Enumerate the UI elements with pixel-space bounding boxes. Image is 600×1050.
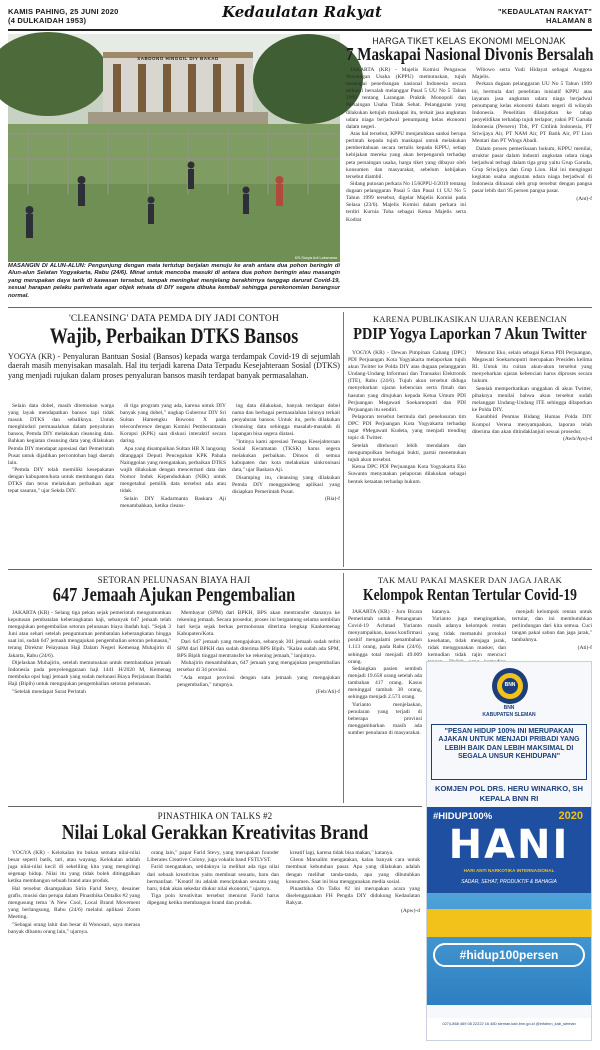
hani-banner xyxy=(427,807,591,893)
section-divider xyxy=(8,569,592,570)
hani-subtitle: HARI ANTI NARKOTIKA INTERNASIONAL xyxy=(463,868,555,873)
a1-headline: 7 Maskapai Nasional Divonis Bersalah xyxy=(346,44,594,64)
ad-quote: "PESAN HIDUP 100% INI MERUPAKAN AJAKAN UNTUK MENJADI PRIBADI YANG LEBIH BAIK DAN LEBIH MAKSIMAL DI SEGALA UNSUR KEHIDUPAN" xyxy=(431,724,587,780)
masthead-rule xyxy=(8,29,592,31)
page-number: HALAMAN 8 xyxy=(546,16,592,25)
bnn-advertisement xyxy=(426,661,592,1041)
a2-column-2: di tiga program yang ada, karena untuk DIY banyak yang dobel," ungkap Gubernur DIY Sri Sultan Hamengku Buwono X pada teleconference dengan Komisi Pemberantasan Korupsi (KPK) saat diskusi interaktif secara daring. Apa yang disampaikan Sultan HB X langsung ditanggapi Deputi Pencegahan KPK Pahala Nainggolan yang mengatakan, perbaikan DTKS wajib dilakukan dengan mencermati data dan Nomor Induk Kependudukan (NIK) untuk mengetahui pemilik data tersebut ada atau tidak. Selain DIY Kadarmanta Baskara Aji menambahkan, ketika cleans- xyxy=(120,403,226,509)
a3-kicker: KARENA PUBLIKASIKAN UJARAN KEBENCIAN xyxy=(373,314,567,324)
a5-kicker: TAK MAU PAKAI MASKER DAN JAGA JARAK xyxy=(377,575,563,585)
a3-column-1: YOGYA (KR) - Dewan Pimpinan Cabang (DPC) PDI Perjuangan Kota Yogyakarta melaporkan tujuh akun Twitter ke Polda DIY atas dugaan pelanggaran Undang-Undang Informasi dan Transaksi Elektronik (ITE), Rabu (24/6). Tujuh akun tersebut diduga menyebarkan ujaran kebencian serta fitnah dan hasutan yang ditujukan kepada Ketua Umum PDI Perjuangan Megawati Soekarnoputri dan PDI Perjuangan itu sendiri. Pelaporan tersebut bermula dari penelusuran tim DPC PDI Perjuangan Kota Yogyakarta terhadap tagar #Megawati Kudeta, yang menjadi trending topic di Twitter. Setelah ditelusuri lebih mendalam dan mengumpulkan berbagai bukti, partai menemukan tujuh akun tersebut. Ketua DPC PDI Perjuangan Kota Yogyakarta Eko Suwanto menyatakan pelaporan dilakukan sebagai bentuk ketaatan terhadap hukum. xyxy=(348,350,466,485)
a2-lead: YOGYA (KR) - Penyaluran Bantuan Sosial (Bansos) kepada warga terdampak Covid-19 di sejumlah daerah masih menyisakan masalah. Hal itu terjadi karena Data Terpadu Kesejahteraan Sosial (DTKS) yang menjadi rujukan dalam proses penyaluran bansos masih terdapat banyak permasalahan. xyxy=(8,352,340,380)
section-divider xyxy=(8,806,422,807)
a2-column-1: Selain data dobel, masih ditemukan warga yang layak mendapatkan bansos tapi tidak masuk DTKS dan sebaliknya. Untuk menghindari permasalahan dalam penyaluran bansos, Pemda DIY melakukan cleansing data. Bahkan kegiatan cleansing data yang dilakukan Pemda DIY mendapat apresiasi dari Pemerintah Pusat untuk dijadikan percontohan bagi daerah lain. "Pemda DIY telah memiliki kesepakatan dengan kabupaten/kota untuk membangun data DTKS dan terus melakukan perbaikan agar tepat sasaran," ujar Sekda DIY. xyxy=(8,403,114,495)
a2-column-3: ing data dilakukan, banyak terdapat dobel nama dan berbagai permasalahan lainnya terkait penyaluran bansos. Untuk itu, perlu dilakukan cleansing data sehingga masalah-masalah di lapangan bisa segera diatasi. "Intinya kami apresiasi Tenaga Kesejahteraan Sosial Kecamatan (TKSK) harus segera melakukan perbaikan. Dinsos di semua kabupaten dan kota melakukan sinkronisasi data," ujar Baskara Aji. Disamping itu, cleansing yang dilakukan Pemda DIY menggandeng aplikasi yang disiapkan Pemerintah Pusat. (Ria)-f xyxy=(232,403,340,503)
hashtag-big: #hidup100persen xyxy=(433,943,585,967)
issue-date: KAMIS PAHING, 25 JUNI 2020 xyxy=(8,7,119,16)
a6-headline: Nilai Lokal Gerakkan Kreativitas Brand xyxy=(61,820,369,844)
ad-agency: BNN xyxy=(503,705,515,711)
a1-column-1: JAKARTA (KR) - Majelis Komisi Pengawas Persaingan Usaha (KPPU) memutuskan, tujuh maskapai penerbangan nasional Indonesia secara terbukti bersalah melanggar Pasal 5 UU No 5 Tahun 1999 tentang Larangan Praktik Monopoli dan Persaingan Usaha Tidak Sehat. Pelanggaran yang dilakukan ketujuh maskapai itu, terkait jasa angkutan udara niaga berjadwal penumpang kelas ekonomi dalam negeri. Atas hal tersebut, KPPU menjatuhkan sanksi berupa perintah kepada tujuh maskapai untuk melakukan pemberitahuan secara tertulis kepada KPPU, setiap kebijakan mereka yang akan berpengaruh terhadap peta persaingan usaha, harga tiket yang dibayar oleh konsumen dan masyarakat, sebelum kebijakan tersebut diambil. Sidang putusan perkara No 15/KPPU-I/2019 tentang dugaan pelanggaran Pasal 5 dan Pasal 11 UU No 5 Tahun 1999 tersebut, digelar Majelis Komisi pada Selasa (23/6). Majelis Komisi dalam perkara ini terdiri Kurnia Toha sebagai Ketua Majelis serta Kodrat xyxy=(346,67,466,223)
ad-footer: 0274-868 469 08 22222 16 480 sleman.kab.bnn.go.id @infobnn_kab_sleman xyxy=(427,1018,591,1040)
a1-kicker: HARGA TIKET KELAS EKONOMI MELONJAK xyxy=(372,36,566,46)
a6-column-3: kreatif lagi, karena tidak bisa makan," katanya. Glenn Marsalim mengatakan, kalau banyak cara untuk membuat kebutuhan pasar. Apa yang dilakukan adalah dengan melihat tanda-tanda, apa yang dibutuhkan konsumen. Saat ini bisa menggunakan media sosial. Pinasthika On Talks #2 ini merupakan acara yang diselenggarakan FH Pengda DIY didukung Kedaulatan Rakyat. (Apw)-d xyxy=(286,850,420,914)
hashtag-panel xyxy=(427,893,591,1005)
column-divider xyxy=(343,573,344,803)
news-photo xyxy=(8,34,340,262)
ad-position: KEPALA BNN RI xyxy=(479,794,539,803)
a5-column-2: katanya. Yurianto juga mengingatkan, masih adanya kelompok rentan yang tidak mematuhi protokol kesehatan, tidak menjaga jarak, tidak menggunakan masker, dan kemudian tidak rajin mencuci xyxy=(428,609,506,658)
a4-headline: 647 Jemaah Ajukan Pengembalian xyxy=(52,585,296,606)
a6-column-2: orang lain," papar Farid Stevy, yang merupakan founder Liberates Creative Colony, juga vokalis band FSTLVST. Farid mengatakan, setidaknya ia melihat ada tiga nilai dari sebuah kreativitas yaitu membuat sesuatu, baru dan bermanfaat. "Kreatif itu adalah menciptakan sesuatu yang baru, tidak akan sekedar diukur nilai ekonomi," ujarnya. Tiga poin kreativitas tersebut menurut Farid harus dipegang ketika membangun brand dan produk. xyxy=(147,850,279,907)
a4-kicker: SETORAN PELUNASAN BIAYA HAJI xyxy=(97,575,251,585)
hijri-date: (4 DULKAIDAH 1953) xyxy=(8,16,87,25)
campaign-year: 2020 xyxy=(558,810,583,822)
a3-column-2: Menurut Eko, selain sebagai Ketua PDI Perjuangan, Megawati Soekarnoputri merupakan Presiden kelima RI. Untuk itu cuitan akun-akun tersebut yang menyebarkan ujaran kebencian harus diproses secara hukum. Setelah memperhatikan unggahan di akun Twitter, pihaknya menilai bahwa akun tersebut sudah melanggar Undang-Undang ITE sehingga dilaporkan ke Polda DIY. Kasubbid Penmas Bidang Humas Polda DIY Kompol Verena menyampaikan, laporan telah diterima dan akan ditindaklanjuti sesuai prosedur. (Awh/Ayu)-d xyxy=(472,350,592,443)
newspaper-logo: Kedaulatan Rakyat xyxy=(222,3,382,21)
a1-column-2: Wibowo serta Yudi Hidayat sebagai Anggota Majelis. Perkara dugaan pelanggaran UU No 5 Tahun 1999 ini, bermula dari penelitian inisiatif KPPU atas layanan jasa angkutan udara niaga berjadwal penumpang kelas ekonomi dalam negeri di wilayah Indonesia. Penelitian dilanjutkan ke tahap penyelidikan terhadap tujuh terlapor, yakni PT Garuda Indonesia (Persero) Tbk, PT Citilink Indonesia, PT Sriwijaya Air, PT NAM Air, PT Batik Air, PT Lion Mentari dan PT Wings Abadi. Dalam proses pemeriksaan hukum, KPPU menilai, struktur pasar dalam industri angkutan udara niaga berjadwal terbagi dalam tiga grup yaitu Grup Garuda, Grup Sriwijaya dan Grup Lion. Hal ini mengingat kegiatan usaha angkutan udara niaga berjadwal di Indonesia dikuasai oleh grup tersebut dengan pangsa pasar lebih dari 95 persen pangsa pasar. (Ant)-f xyxy=(472,67,592,202)
photo-credit: KR-Sonya Adi Laksmana xyxy=(294,256,337,260)
a5-column-1: JAKARTA (KR) - Juru Bicara Pemerintah untuk Penanganan Covid-19 Achmad Yurianto menyampaikan, kasus konfirmasi positif mengalami penambahan 1.113 orang, pada Rabu (24/6), sehingga total menjadi 49.009 orang. Sedangkan pasien sembuh menjadi 19.658 orang setelah ada tambahan 417 orang. Kasus meninggal tambah 38 orang, sehingga menjadi 2.573 orang. Yurianto menjelaskan, penularan yang terjadi di beberapa provinsi menggambarkan masih ada sumber penularan di masyarakat. xyxy=(348,609,422,737)
a2-kicker: 'CLEANSING' DATA PEMDA DIY JADI CONTOH xyxy=(68,314,280,324)
section-divider xyxy=(8,307,592,308)
ad-region: KABUPATEN SLEMAN xyxy=(482,712,536,718)
a2-headline: Wajib, Perbaikan DTKS Bansos xyxy=(49,323,299,348)
a6-kicker: PINASTHIKA ON TALKS #2 xyxy=(157,811,273,821)
a3-headline: PDIP Yogya Laporkan 7 Akun Twitter xyxy=(353,324,587,343)
hani-tagline: SADAR, SEHAT, PRODUKTIF & BAHAGIA xyxy=(461,879,557,885)
alun-alun-photo xyxy=(8,34,340,262)
ad-official: KOMJEN POL DRS. HERU WINARKO, SH xyxy=(435,784,583,793)
masthead xyxy=(8,5,592,27)
paper-name: "KEDAULATAN RAKYAT" xyxy=(498,7,592,16)
a6-column-1: YOGYA (KR) - Kelokalan itu bukan semata nilai-nilai besar seperti batik, tari, atau wayang. Kelokalan adalah juga nilai-nilai kecil di sekeliling kita yang mengiringi segenap hidup. Nilai itu yang tidak boleh ditinggalkan ketika membangun sebuah brand atau produk. Hal tersebut disampaikan Sirin Farid Stevy, desainer grafis, musisi dan perupa dalam Pinasthika Ontalks #2 yang mengusung tema 'A New Cool, Local Brand Movement yang berlangsung, Rabu (24/6) melalui aplikasi Zoom Meeting. "Sebagai orang lahir dan besar di Wonosari, saya merasa banyak dibantu orang lain," ujarnya. xyxy=(8,850,140,935)
bnn-logo-text: BNN xyxy=(504,682,516,688)
a4-column-1: JAKARTA (KR) - Selang tiga pekan sejak pemerintah mengumumkan keputusan pembatalan keberangkatan haji, sebanyak 647 jemaah telah mengajukan pengembalian setoran pelunasan biaya ibadah haji. "Sejak 3 Juni atau sehari setelah pengumuman pembatalan keberangkatan hingga saat ini, sudah 647 jemaah mengajukan pengembalian setoran pelunasan," terang Direktur Pelayanan Haji Dalam Negeri Kemenag Muhajirin di Jakarta, Rabu (24/6). Dijelaskan Muhajirin, setelah memutuskan untuk membatalkan jemaah Indonesia pada penyelenggaraan haji 1441 H/2020 M, Kemenag membuka opsi bagi jemaah yang sudah melunasi Biaya Perjalanan Ibadah Haji (Bipih) untuk mengajukan pengembalian setoran pelunasan. "Setelah mendapat Surat Perintah xyxy=(8,610,171,695)
column-divider xyxy=(343,312,344,567)
hani-title: HANI xyxy=(448,822,570,868)
a5-column-3: menjadi kelompok rentan untuk tertular, dan ini membutuhkan perlindungan dari kita semua. Cuci tangan pakai sabun dan jaga jarak," tambahnya. (Ati)-f xyxy=(512,609,592,651)
hashtag-top: #HIDUP100% xyxy=(433,811,493,822)
a4-column-2: Membayar (SPM) dari BPKH, BPS akan mentransfer dananya ke rekening jemaah. Secara prosedur, proses ini bergantung selama sembilan hari kerja sejak berkas permohonan diterima lengkap Kankemenag Kabupaten/Kota. Dari 647 jemaah yang mengajukan, sebanyak 301 jemaah sudah terbit SPM dari BPKH dan sudah diterima BPS Bipih. "Kalau sudah ada SPM, BPS Bipih tinggal mentransfer ke rekening jemaah," lanjutnya. Muhajirin menambahkan, 647 jemaah yang mengajukan pengembalian tersebar di 34 provinsi. "Ada empat provinsi dengan satu jemaah yang mengajukan pengembalian," tutupnya. (Feb/Ati)-f xyxy=(177,610,340,696)
photo-caption: MASANGIN DI ALUN-ALUN: Pengunjung dengan mata tertutup berjalan menuju ke arah antara dua pohon beringin di Alun-alun Selatan Yogyakarta, Rabu (24/6). Minat untuk mencoba masuki di antara dua pohon beringin atau masangin yang merupakan daya tarik di kawasan tersebut, tampak meningkat menjelang berakhirnya tanggap darurat Covid-19, sesuai harapan pelaku pariwisata agar objek wisata di DIY segera dibuka kembali sehingga perekonomian berangsur normal. xyxy=(8,263,340,299)
a5-headline: Kelompok Rentan Tertular Covid-19 xyxy=(363,585,577,604)
building-sign: SABDONO HINGGIL DIY BAKAD xyxy=(137,56,219,61)
